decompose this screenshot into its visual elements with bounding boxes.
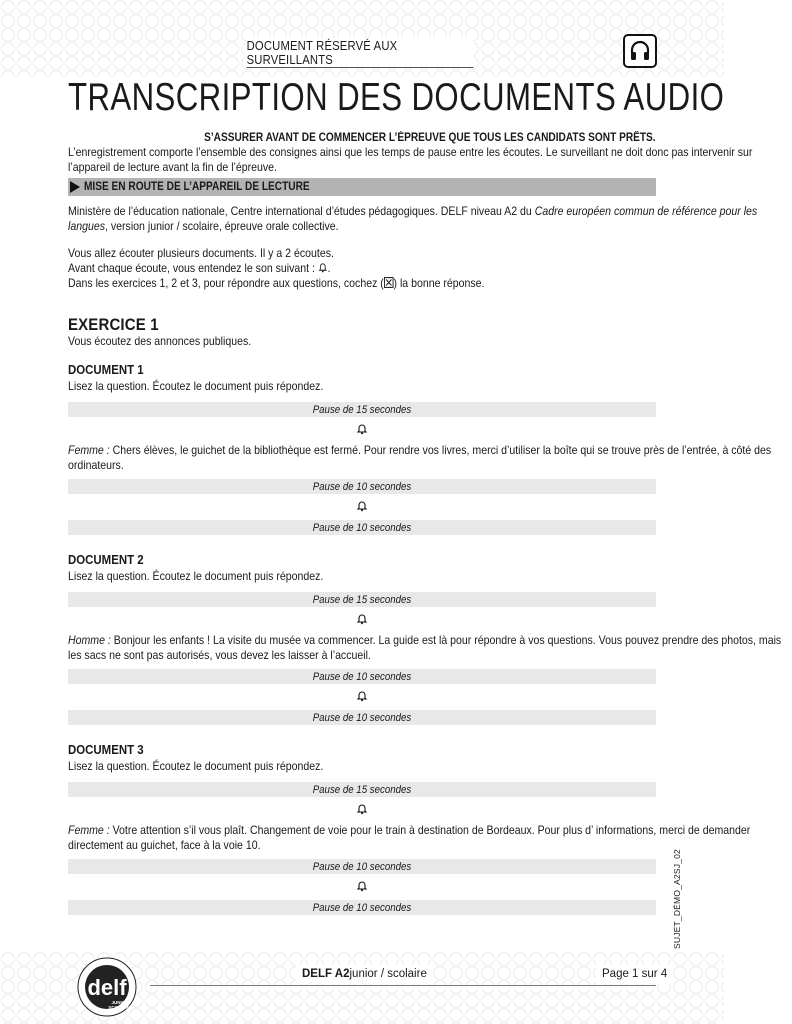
- footer-level: [296, 964, 433, 984]
- bell-icon: [355, 499, 369, 513]
- pause-bar: [68, 592, 656, 607]
- pause-label: Pause de 10 secondes: [312, 521, 412, 534]
- pause-bar: [68, 402, 656, 417]
- pause-label: Pause de 10 secondes: [312, 901, 412, 914]
- pause-bar: [68, 859, 656, 874]
- ministry-part1: Ministère de l’éducation nationale, Centre international d’études pédagogiques. DELF niveau A2 du: [68, 204, 535, 218]
- pause-bar: [68, 520, 656, 535]
- bell-icon: [355, 802, 369, 816]
- warning-text: S’ASSURER AVANT DE COMMENCER L’ÉPREUVE QUE TOUS LES CANDIDATS SONT PRÊTS.: [204, 132, 656, 144]
- logo-sub1: JUNIOR: [111, 1000, 129, 1005]
- page-title: TRANSCRIPTION DES DOCUMENTS AUDIO: [68, 76, 725, 119]
- pause-bar: [68, 669, 656, 684]
- transcript-text: [68, 443, 792, 473]
- intro-text: L’enregistrement comporte l’ensemble des consignes ainsi que les temps de pause entre les écoutes. Le surveillant ne doit donc pas intervenir sur l’appareil de lecture avant la fin de l’épreuve.: [68, 145, 753, 174]
- pause-bar: [68, 782, 656, 797]
- speaker-label: Homme :: [68, 633, 111, 647]
- transcript-body: Votre attention s’il vous plaît. Changement de voie pour le train à destination de Bordeaux. Pour plus d’ informations, merci de demander directement au guichet, face à la voie 10.: [68, 823, 751, 852]
- pause-bar: [68, 900, 656, 915]
- section-label: MISE EN ROUTE DE L’APPAREIL DE LECTURE: [84, 181, 310, 193]
- section-bar: [68, 178, 656, 196]
- bell-icon: [355, 689, 369, 703]
- bell-icon: [355, 612, 369, 626]
- transcript-body: Bonjour les enfants ! La visite du musée va commencer. La guide est là pour répondre à vos questions. Vous pouvez prendre des photos, mais les sacs ne sont pas autorisés, vous devez les laisser à l’accueil.: [68, 633, 782, 662]
- instruction-line-2: Avant chaque écoute, vous entendez le son suivant : .: [68, 261, 331, 275]
- pause-label: Pause de 15 secondes: [312, 403, 412, 416]
- transcript-text: [68, 823, 792, 853]
- instruction-line-2-text: Avant chaque écoute, vous entendez le son suivant :: [68, 261, 315, 275]
- logo-sub2: SCOLAIRE: [108, 1005, 132, 1010]
- ministry-part2: , version junior / scolaire, épreuve orale collective.: [105, 219, 339, 233]
- ministry-italic: Cadre européen commun de référence pour les langues: [68, 204, 758, 233]
- instruction-line-3: [68, 276, 792, 291]
- pause-label: Pause de 10 secondes: [312, 480, 412, 493]
- bell-icon: [355, 422, 369, 436]
- instruction-line-3a: Dans les exercices 1, 2 et 3, pour répondre aux questions, cochez (: [68, 276, 384, 290]
- footer-divider: [150, 985, 656, 986]
- pause-label: Pause de 15 secondes: [312, 593, 412, 606]
- transcript-text: [68, 633, 792, 663]
- headphones-icon: [623, 34, 657, 68]
- delf-logo: [76, 956, 138, 1018]
- pause-label: Pause de 10 secondes: [312, 711, 412, 724]
- footer-level-rest: junior / scolaire: [349, 968, 427, 980]
- transcript-body: Chers élèves, le guichet de la bibliothèque est fermé. Pour rendre vos livres, merci d’utiliser la boîte qui se trouve près de l’entrée, à côté des ordinateurs.: [68, 443, 772, 472]
- speaker-label: Femme :: [68, 443, 110, 457]
- document-instruction: Lisez la question. Écoutez le document puis répondez.: [68, 379, 324, 393]
- bell-icon: [318, 261, 328, 275]
- instruction-line-3b: ) la bonne réponse.: [393, 276, 485, 290]
- exercise-title: EXERCICE 1: [68, 315, 159, 334]
- speaker-label: Femme :: [68, 823, 110, 837]
- document-title: DOCUMENT 3: [68, 742, 144, 757]
- document-instruction: Lisez la question. Écoutez le document puis répondez.: [68, 569, 324, 583]
- checkbox-x-icon: [384, 276, 394, 290]
- pause-label: Pause de 10 secondes: [312, 670, 412, 683]
- exercise-subtitle: Vous écoutez des annonces publiques.: [68, 334, 252, 348]
- pause-label: Pause de 15 secondes: [312, 783, 412, 796]
- instruction-line-1: Vous allez écouter plusieurs documents. Il y a 2 écoutes.: [68, 246, 334, 260]
- footer-page-number: Page 1 sur 4: [596, 964, 673, 984]
- document-instruction: Lisez la question. Écoutez le document puis répondez.: [68, 759, 324, 773]
- footer-level-bold: DELF A2: [302, 968, 350, 980]
- bell-icon: [355, 879, 369, 893]
- play-triangle-icon: [70, 181, 80, 193]
- side-code: SUJET_DÉMO_A2SJ_02: [672, 849, 682, 949]
- pause-label: Pause de 10 secondes: [312, 860, 412, 873]
- header-tag: DOCUMENT RÉSERVÉ AUX SURVEILLANTS: [247, 38, 474, 68]
- document-title: DOCUMENT 2: [68, 552, 144, 567]
- pause-bar: [68, 479, 656, 494]
- pause-bar: [68, 710, 656, 725]
- logo-main: delf: [87, 975, 127, 1000]
- ministry-text: [68, 204, 792, 234]
- document-title: DOCUMENT 1: [68, 362, 144, 377]
- instructions-block: [68, 246, 792, 291]
